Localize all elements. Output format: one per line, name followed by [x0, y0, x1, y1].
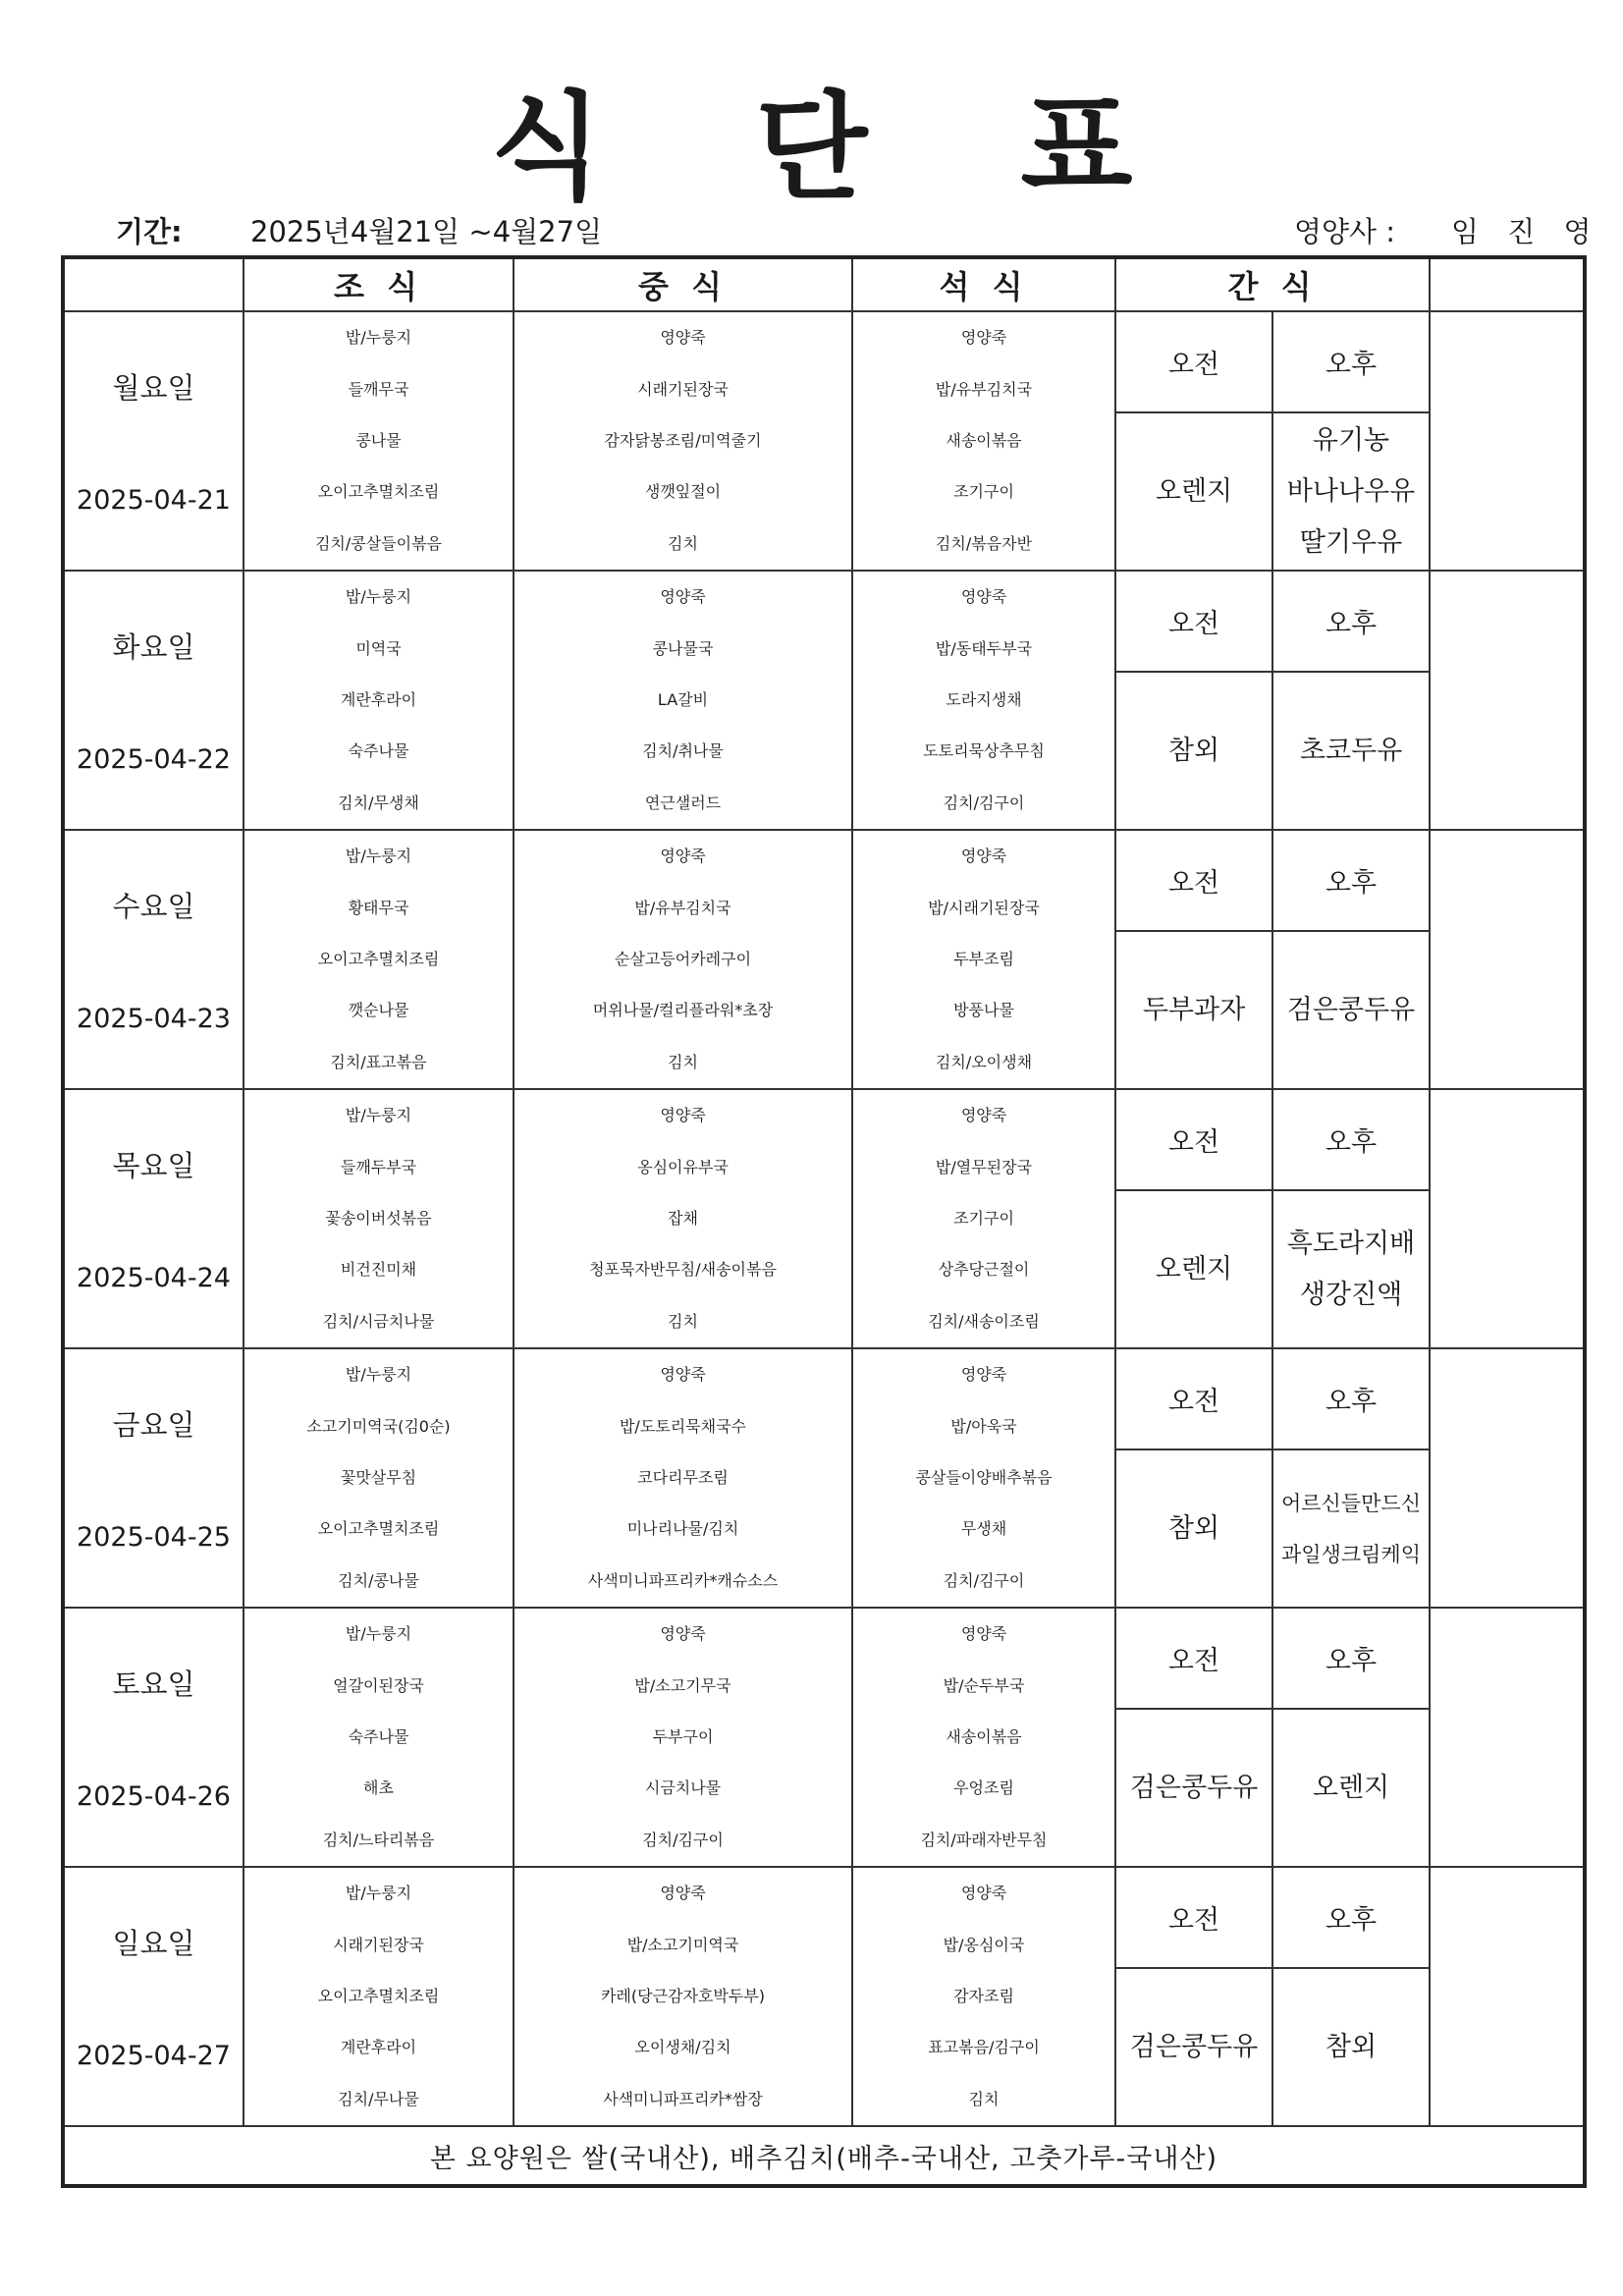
dinner-item: 김치/파래자반무침	[920, 1830, 1048, 1849]
day-name: 수요일	[112, 890, 195, 923]
breakfast-item: 얼갈이된장국	[333, 1675, 424, 1695]
breakfast-item: 김치/콩살들이볶음	[314, 533, 443, 553]
header-day	[63, 257, 243, 311]
meal-table-body	[63, 311, 1585, 2126]
footer-row	[63, 2126, 1585, 2186]
lunch-item: 잡채	[668, 1208, 698, 1228]
day-row	[63, 311, 1585, 412]
dietitian-label: 영양사 :	[1294, 215, 1396, 248]
breakfast-item: 숙주나물	[348, 1726, 409, 1746]
lunch-item: 사색미니파프리카*쌈장	[603, 2089, 763, 2108]
dinner-item: 영양죽	[960, 1624, 1007, 1644]
snack-am-item: 참외	[1167, 735, 1220, 766]
lunch-item: 김치	[668, 1052, 698, 1071]
dinner-item: 밥/유부김치국	[935, 379, 1033, 399]
day-name: 토요일	[112, 1667, 195, 1701]
extra-cell	[1430, 1348, 1585, 1608]
day-date: 2025-04-22	[77, 744, 231, 775]
lunch-item: 시금치나물	[644, 1778, 722, 1798]
lunch-item: 영양죽	[660, 1624, 706, 1644]
snack-am-item: 두부과자	[1142, 994, 1246, 1025]
lunch-item: 영양죽	[660, 1106, 706, 1125]
extra-cell	[1430, 830, 1585, 1089]
lunch-cell	[514, 830, 852, 1089]
lunch-item: 영양죽	[660, 328, 706, 348]
lunch-item: 밥/유부김치국	[634, 898, 731, 917]
dinner-item: 영양죽	[960, 587, 1007, 607]
page-title	[0, 54, 1623, 221]
snack-am-label: 오전	[1115, 571, 1272, 672]
snack-pm-item: 과일생크림케익	[1280, 1542, 1421, 1566]
breakfast-item: 깻순나물	[348, 1001, 409, 1020]
header-dinner: 석 식	[852, 257, 1115, 311]
breakfast-item: 밥/누룽지	[345, 1365, 412, 1385]
snack-pm-label: 오후	[1272, 1608, 1430, 1709]
dinner-cell	[852, 571, 1115, 830]
dinner-item: 무생채	[960, 1519, 1007, 1539]
dinner-cell	[852, 311, 1115, 571]
dinner-item: 김치/새송이조림	[928, 1311, 1040, 1331]
breakfast-item: 해초	[363, 1778, 394, 1798]
lunch-item: 김치/김구이	[642, 1830, 724, 1849]
title-char-3: 표	[1020, 80, 1133, 215]
breakfast-item: 꽃송이버섯볶음	[325, 1208, 432, 1228]
snack-pm-cell	[1272, 931, 1430, 1089]
extra-cell	[1430, 1867, 1585, 2126]
breakfast-item: 밥/누룽지	[345, 587, 412, 607]
lunch-item: 영양죽	[660, 1884, 706, 1903]
snack-pm-item: 어르신들만드신	[1280, 1491, 1421, 1515]
breakfast-item: 밥/누룽지	[345, 1624, 412, 1644]
lunch-cell	[514, 571, 852, 830]
lunch-item: 시래기된장국	[637, 379, 729, 399]
dinner-item: 두부조림	[953, 949, 1014, 968]
dinner-item: 영양죽	[960, 1106, 1007, 1125]
breakfast-item: 숙주나물	[348, 741, 409, 761]
dinner-cell	[852, 1089, 1115, 1348]
day-row	[63, 571, 1585, 672]
snack-am-label: 오전	[1115, 830, 1272, 931]
snack-am-label: 오전	[1115, 1867, 1272, 1968]
lunch-item: 생깻잎절이	[644, 482, 722, 502]
day-row	[63, 1089, 1585, 1190]
lunch-item: 김치	[668, 1311, 698, 1331]
lunch-item: 미나리나물/김치	[626, 1519, 739, 1539]
day-cell	[63, 830, 243, 1089]
dinner-item: 표고볶음/김구이	[928, 2038, 1040, 2057]
snack-pm-label: 오후	[1272, 1867, 1430, 1968]
breakfast-item: 시래기된장국	[333, 1935, 424, 1954]
dinner-item: 밥/동태두부국	[935, 638, 1033, 658]
dinner-item: 밥/시래기된장국	[928, 898, 1040, 917]
snack-am-cell	[1115, 931, 1272, 1089]
day-date: 2025-04-21	[77, 485, 231, 516]
day-row	[63, 1348, 1585, 1449]
snack-pm-label: 오후	[1272, 1348, 1430, 1449]
snack-pm-item: 바나나우유	[1286, 475, 1416, 507]
snack-pm-cell	[1272, 1449, 1430, 1608]
snack-pm-cell	[1272, 412, 1430, 571]
lunch-item: 청포묵자반무침/새송이볶음	[589, 1260, 777, 1280]
breakfast-item: 소고기미역국(김0순)	[306, 1416, 451, 1436]
lunch-cell	[514, 1089, 852, 1348]
dinner-cell	[852, 830, 1115, 1089]
snack-pm-label: 오후	[1272, 830, 1430, 931]
breakfast-item: 콩나물	[355, 430, 402, 450]
snack-am-item: 오렌지	[1155, 475, 1233, 507]
day-cell	[63, 311, 243, 571]
breakfast-item: 미역국	[355, 638, 402, 658]
period-value: 2025년4월21일 ~4월27일	[250, 215, 603, 248]
dinner-item: 영양죽	[960, 1365, 1007, 1385]
day-date: 2025-04-27	[77, 2041, 231, 2071]
lunch-cell	[514, 1348, 852, 1608]
lunch-cell	[514, 1608, 852, 1867]
lunch-item: 옹심이유부국	[637, 1157, 729, 1176]
snack-pm-item: 흑도라지배	[1286, 1228, 1416, 1259]
header-snack: 간 식	[1115, 257, 1430, 311]
snack-am-item: 오렌지	[1155, 1253, 1233, 1285]
extra-cell	[1430, 311, 1585, 571]
breakfast-item: 오이고추멸치조림	[317, 1519, 440, 1539]
snack-am-cell	[1115, 1190, 1272, 1348]
snack-am-cell	[1115, 1449, 1272, 1608]
breakfast-item: 오이고추멸치조림	[317, 949, 440, 968]
lunch-item: 김치	[668, 533, 698, 553]
snack-am-item: 참외	[1167, 1512, 1220, 1544]
snack-pm-cell	[1272, 1190, 1430, 1348]
lunch-item: 밥/소고기무국	[634, 1675, 731, 1695]
origin-note: 본 요양원은 쌀(국내산), 배추김치(배추-국내산, 고춧가루-국내산)	[63, 2126, 1585, 2186]
lunch-item: 연근샐러드	[644, 793, 722, 812]
snack-pm-item: 딸기우유	[1299, 526, 1403, 558]
day-name: 목요일	[112, 1149, 195, 1182]
lunch-item: 영양죽	[660, 847, 706, 866]
lunch-item: 김치/취나물	[642, 741, 724, 761]
dinner-item: 밥/순두부국	[943, 1675, 1025, 1695]
breakfast-item: 김치/무생채	[338, 793, 419, 812]
title-char-1: 식	[490, 80, 603, 215]
dinner-cell	[852, 1867, 1115, 2126]
lunch-item: 카레(당근감자호박두부)	[600, 1986, 766, 2005]
snack-am-item: 검은콩두유	[1129, 1772, 1259, 1803]
dinner-item: 김치	[968, 2089, 1000, 2108]
lunch-item: 오이생채/김치	[634, 2038, 731, 2057]
snack-am-cell	[1115, 412, 1272, 571]
dinner-cell	[852, 1348, 1115, 1608]
day-name: 화요일	[112, 630, 195, 664]
day-date: 2025-04-24	[77, 1263, 231, 1293]
breakfast-item: 밥/누룽지	[345, 328, 412, 348]
snack-pm-cell	[1272, 672, 1430, 830]
dinner-item: 김치/볶음자반	[935, 533, 1033, 553]
breakfast-item: 계란후라이	[340, 689, 417, 709]
snack-am-label: 오전	[1115, 1089, 1272, 1190]
meal-table	[61, 255, 1587, 2188]
dinner-item: 도라지생채	[946, 689, 1022, 709]
snack-pm-item: 참외	[1325, 2031, 1378, 2062]
snack-pm-item: 생강진액	[1299, 1279, 1403, 1310]
snack-am-cell	[1115, 1968, 1272, 2126]
extra-cell	[1430, 1089, 1585, 1348]
day-date: 2025-04-26	[77, 1781, 231, 1812]
breakfast-cell	[243, 1867, 514, 2126]
lunch-item: LA갈비	[657, 689, 709, 709]
lunch-item: 두부구이	[652, 1726, 714, 1746]
dinner-item: 김치/오이생채	[935, 1052, 1033, 1071]
breakfast-item: 계란후라이	[340, 2038, 417, 2057]
dinner-item: 밥/아욱국	[950, 1416, 1017, 1436]
breakfast-item: 들깨두부국	[340, 1157, 417, 1176]
dinner-item: 조기구이	[953, 1208, 1014, 1228]
day-cell	[63, 1867, 243, 2126]
breakfast-item: 김치/무나물	[338, 2089, 419, 2108]
snack-am-label: 오전	[1115, 1348, 1272, 1449]
breakfast-item: 밥/누룽지	[345, 1884, 412, 1903]
lunch-item: 순살고등어카레구이	[614, 949, 752, 968]
breakfast-item: 꽃맛살무침	[340, 1467, 417, 1487]
lunch-cell	[514, 311, 852, 571]
snack-pm-label: 오후	[1272, 1089, 1430, 1190]
snack-am-cell	[1115, 1709, 1272, 1867]
extra-cell	[1430, 571, 1585, 830]
header-breakfast: 조 식	[243, 257, 514, 311]
dietitian-name: 임 진 영	[1451, 215, 1601, 248]
dinner-item: 영양죽	[960, 328, 1007, 348]
day-row	[63, 1867, 1585, 1968]
breakfast-cell	[243, 1089, 514, 1348]
snack-pm-item: 검은콩두유	[1286, 994, 1416, 1025]
breakfast-item: 김치/시금치나물	[322, 1311, 435, 1331]
extra-cell	[1430, 1608, 1585, 1867]
snack-am-cell	[1115, 672, 1272, 830]
snack-am-item: 검은콩두유	[1129, 2031, 1259, 2062]
day-cell	[63, 571, 243, 830]
dinner-item: 콩살들이양배추볶음	[915, 1467, 1053, 1487]
breakfast-item: 황태무국	[348, 898, 409, 917]
day-cell	[63, 1089, 243, 1348]
breakfast-item: 들깨무국	[348, 379, 409, 399]
dinner-item: 조기구이	[953, 482, 1014, 502]
lunch-item: 밥/도토리묵채국수	[619, 1416, 747, 1436]
lunch-cell	[514, 1867, 852, 2126]
snack-pm-label: 오후	[1272, 571, 1430, 672]
day-date: 2025-04-25	[77, 1522, 231, 1553]
dinner-item: 상추당근절이	[938, 1260, 1030, 1280]
dinner-item: 김치/김구이	[943, 1570, 1025, 1590]
dinner-item: 우엉조림	[953, 1778, 1014, 1798]
lunch-item: 영양죽	[660, 1365, 706, 1385]
snack-pm-item: 오렌지	[1312, 1772, 1390, 1803]
lunch-item: 사색미니파프리카*캐슈소스	[587, 1570, 779, 1590]
dinner-item: 밥/열무된장국	[935, 1157, 1033, 1176]
breakfast-item: 밥/누룽지	[345, 1106, 412, 1125]
dinner-item: 감자조림	[953, 1986, 1014, 2005]
breakfast-item: 김치/콩나물	[338, 1570, 419, 1590]
breakfast-item: 비건진미채	[340, 1260, 417, 1280]
day-row	[63, 1608, 1585, 1709]
day-date: 2025-04-23	[77, 1004, 231, 1034]
snack-pm-label: 오후	[1272, 311, 1430, 412]
breakfast-cell	[243, 830, 514, 1089]
dinner-item: 새송이볶음	[946, 430, 1022, 450]
breakfast-cell	[243, 311, 514, 571]
breakfast-item: 오이고추멸치조림	[317, 482, 440, 502]
breakfast-cell	[243, 571, 514, 830]
dinner-cell	[852, 1608, 1115, 1867]
day-cell	[63, 1348, 243, 1608]
day-cell	[63, 1608, 243, 1867]
title-char-2: 단	[755, 80, 868, 215]
lunch-item: 밥/소고기미역국	[626, 1935, 739, 1954]
breakfast-item: 오이고추멸치조림	[317, 1986, 440, 2005]
dinner-item: 새송이볶음	[946, 1726, 1022, 1746]
period-label: 기간:	[116, 215, 183, 248]
day-name: 금요일	[112, 1408, 195, 1442]
dinner-item: 방풍나물	[953, 1001, 1014, 1020]
header-extra	[1430, 257, 1585, 311]
dinner-item: 밥/옹심이국	[943, 1935, 1025, 1954]
breakfast-item: 밥/누룽지	[345, 847, 412, 866]
lunch-item: 코다리무조림	[637, 1467, 729, 1487]
snack-pm-item: 초코두유	[1299, 735, 1403, 766]
day-name: 일요일	[112, 1927, 195, 1960]
snack-pm-item: 유기농	[1312, 424, 1390, 456]
day-row	[63, 830, 1585, 931]
day-name: 월요일	[112, 371, 195, 405]
dinner-item: 영양죽	[960, 847, 1007, 866]
snack-pm-cell	[1272, 1968, 1430, 2126]
header-lunch: 중 식	[514, 257, 852, 311]
dinner-item: 도토리묵상추무침	[923, 741, 1045, 761]
snack-pm-cell	[1272, 1709, 1430, 1867]
snack-am-label: 오전	[1115, 1608, 1272, 1709]
header-row	[63, 257, 1585, 311]
breakfast-cell	[243, 1348, 514, 1608]
lunch-item: 콩나물국	[652, 638, 714, 658]
lunch-item: 머위나물/컬리플라워*초장	[592, 1001, 774, 1020]
breakfast-cell	[243, 1608, 514, 1867]
lunch-item: 영양죽	[660, 587, 706, 607]
dinner-item: 김치/김구이	[943, 793, 1025, 812]
snack-am-label: 오전	[1115, 311, 1272, 412]
breakfast-item: 김치/느타리볶음	[322, 1830, 435, 1849]
dinner-item: 영양죽	[960, 1884, 1007, 1903]
breakfast-item: 김치/표고볶음	[330, 1052, 427, 1071]
lunch-item: 감자닭봉조림/미역줄기	[604, 430, 762, 450]
